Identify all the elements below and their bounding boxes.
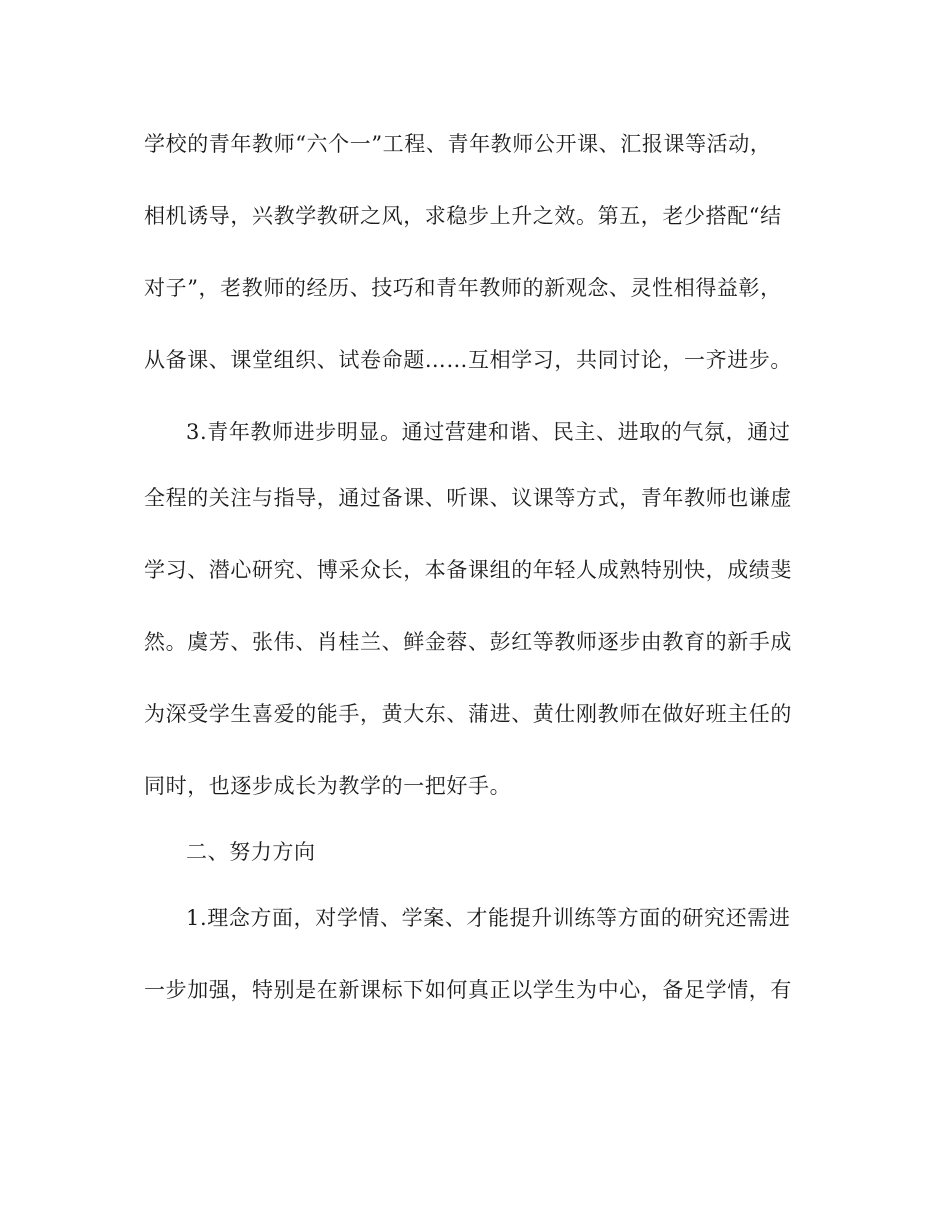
text-line-8: 然。虞芳、张伟、肖桂兰、鲜金蓉、彭红等教师逐步由教育的新手成 <box>144 630 792 654</box>
text-line-5: 3.青年教师进步明显。通过营建和谐、民主、进取的气氛，通过 <box>186 420 791 444</box>
text-line-1: 学校的青年教师“六个一”工程、青年教师公开课、汇报课等活动， <box>144 132 772 156</box>
text-line-2: 相机诱导，兴教学教研之风，求稳步上升之效。第五，老少搭配“结 <box>144 204 782 228</box>
text-line-4: 从备课、课堂组织、试卷命题……互相学习，共同讨论，一齐进步。 <box>144 348 792 372</box>
section-heading: 二、努力方向 <box>186 840 316 864</box>
text-line-13: 一步加强，特别是在新课标下如何真正以学生为中心，备足学情，有 <box>144 978 792 1002</box>
text-line-7: 学习、潜心研究、博采众长，本备课组的年轻人成熟特别快，成绩斐 <box>144 558 792 582</box>
text-line-6: 全程的关注与指导，通过备课、听课、议课等方式，青年教师也谦虚 <box>144 486 792 510</box>
text-line-3: 对子”，老教师的经历、技巧和青年教师的新观念、灵性相得益彰， <box>144 276 782 300</box>
text-line-9: 为深受学生喜爱的能手，黄大东、蒲进、黄仕刚教师在做好班主任的 <box>144 702 792 726</box>
text-line-10: 同时，也逐步成长为教学的一把好手。 <box>144 774 512 798</box>
text-line-12: 1.理念方面，对学情、学案、才能提升训练等方面的研究还需进 <box>186 906 791 930</box>
